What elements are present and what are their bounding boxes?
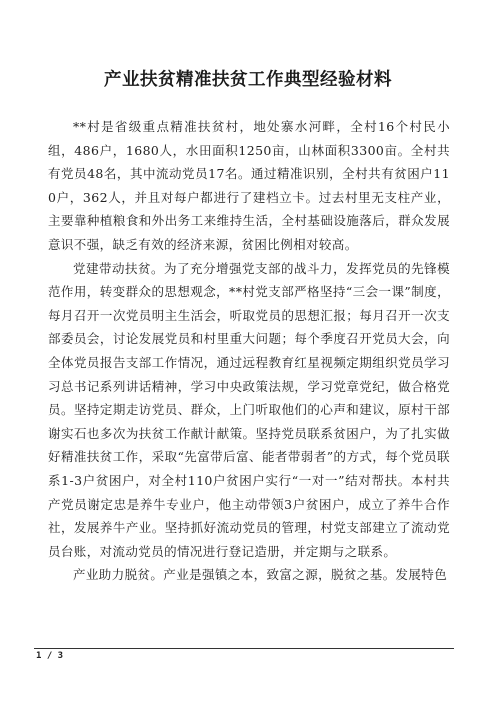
paragraph-village-overview: **村是省级重点精准扶贫村，地处寨水河畔，全村16个村民小组，486户，1680人，水田面积1250亩，山林面积3300亩。全村共有党员48名，其中流动党员17名。通过精准识别，全村共有贫困户110户，362人，并且对每户都进行了建档立卡。过去村里无支柱产业，主要靠种植粮食和外出务工来维持生活，全村基础设施落后，群众发展意识不强，缺乏有效的经济来源，贫困比例相对较高。: [48, 119, 450, 252]
paragraph-party-building: 党建带动扶贫。为了充分增强党支部的战斗力，发挥党员的先锋模范作用，转变群众的思想观念，**村党支部严格坚持“三会一课”制度，每月召开一次党员明主生活会，听取党员的思想汇报；每月召开一次支部委员会，讨论发展党员和村里重大问题；每个季度召开党员大会，向全体党员报告支部工作情况，通过远程教育红星视频定期组织党员学习习总书记系列讲话精神，学习中央政策法规，学习党章党纪，做合格党员。坚持定期走访党员、群众，上门听取他们的心声和建议，原村干部谢实石也多次为扶贫工作献计献策。坚持党员联系贫困户，为了扎实做好精准扶贫工作，采取“先富带后富、能者带弱者”的方式，每个党员联系1-3户贫困户，对全村110户贫困户实行“一对一”结对帮扶。本村共产党员谢定忠是养牛专业户，他主动带领3户贫困户，成立了养牛合作社，发展养牛产业。坚持抓好流动党员的管理，村党支部建立了流动党员台账，对流动党员的情况进行登记造册，并定期与之联系。: [48, 260, 450, 559]
footer-divider: [34, 648, 454, 649]
paragraph-industry-support: 产业助力脱贫。产业是强镇之本，致富之源，脱贫之基。发展特色: [73, 567, 448, 583]
document-body: [48, 115, 450, 587]
page-number: 1 / 3: [36, 651, 64, 661]
document-title: 产业扶贫精准扶贫工作典型经验材料: [104, 70, 392, 90]
